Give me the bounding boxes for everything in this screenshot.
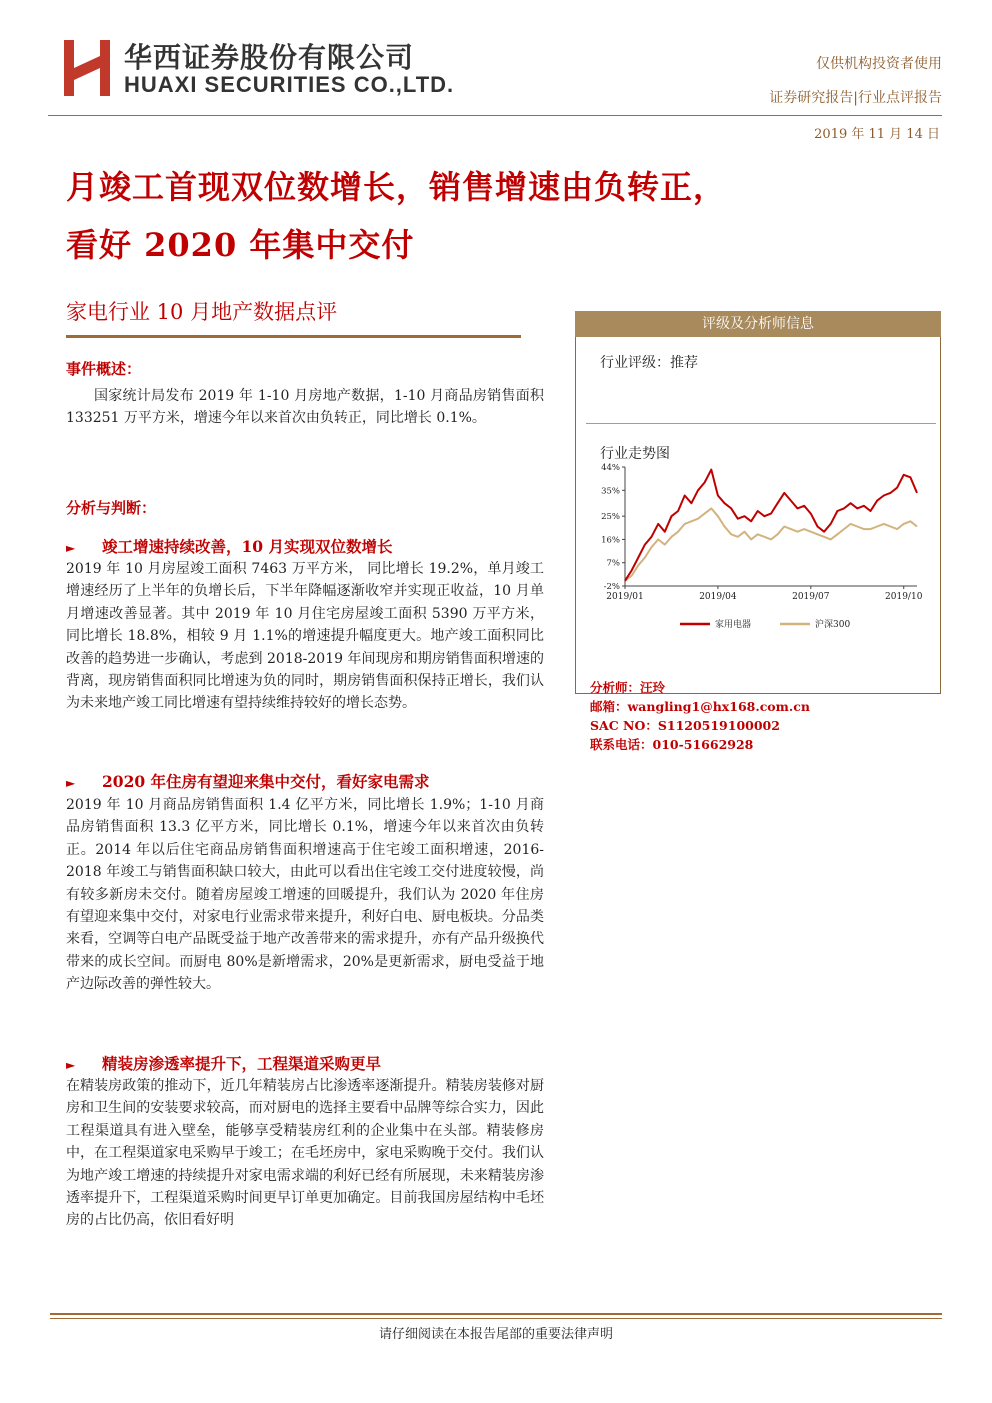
industry-trend-chart bbox=[595, 455, 930, 640]
analysis-heading: 分析与判断： bbox=[66, 499, 157, 517]
analysis-point-3-text: 在精装房政策的推动下，近几年精装房占比渗透率逐渐提升。精装房装修对厨房和卫生间的安装要求较高，而对厨电的选择主要看中品牌等综合实力，因此工程渠道具有进入壁垒，能够享受精装房红利的企业集中在头部。精装修房中，在工程渠道家电采购早于竣工；在毛坯房中，家电采购晚于交付。我们认为地产竣工增速的持续提升对家电需求端的利好已经有所展现，未来精装房渗透率提升下，工程渠道采购时间更早订单更加确定。目前我国房屋结构中毛坯房的占比仍高，依旧看好明 bbox=[66, 1078, 544, 1229]
analyst-phone: 联系电话：010-51662928 bbox=[590, 737, 754, 752]
company-logo-icon bbox=[62, 38, 112, 98]
chart-y-tick-label: 25% bbox=[601, 512, 620, 523]
chart-y-tick-label: 7% bbox=[606, 558, 620, 569]
chart-y-tick-label: 44% bbox=[601, 463, 620, 473]
analyst-email[interactable]: 邮箱：wangling1@hx168.com.cn bbox=[590, 699, 810, 714]
footer-divider-thin bbox=[50, 1318, 942, 1319]
sidebar-header: 评级及分析师信息 bbox=[575, 311, 941, 337]
chart-y-tick-label: -2% bbox=[603, 582, 620, 592]
company-name-cn: 华西证券股份有限公司 bbox=[124, 41, 415, 74]
report-type: 证券研究报告|行业点评报告 bbox=[769, 90, 942, 106]
report-date: 2019 年 11 月 14 日 bbox=[814, 127, 940, 142]
report-title-line1: 月竣工首现双位数增长，销售增速由负转正， bbox=[66, 168, 727, 206]
analysis-point-2-text: 2019 年 10 月商品房销售面积 1.4 亿平方米，同比增长 1.9%；1-10 月商品房销售面积 13.3 亿平方米，同比增长 0.1%，增速今年以来首次由负转正。2014 年以后住宅商品房销售面积增速高于住宅竣工面积增速，2016-2018 年竣工与销售面积缺口较大，由此可以看出住宅竣工交付进度较慢，尚有较多新房未交付。随着房屋竣工增速的回暖提升，我们认为 2020 年住房有望迎来集中交付，对家电行业需求带来提升，利好白电、厨电板块。分品类来看，空调等白电产品既受益于地产改善带来的需求提升，亦有产品升级换代带来的成长空间。而厨电 80%是新增需求，20%是更新需求，厨电受益于地产边际改善的弹性较大。 bbox=[66, 797, 544, 993]
industry-rating: 行业评级：推荐 bbox=[600, 355, 698, 371]
investor-note: 仅供机构投资者使用 bbox=[816, 56, 942, 72]
chart-y-tick-label: 35% bbox=[601, 486, 620, 497]
analysis-point-1-text: 2019 年 10 月房屋竣工面积 7463 万平方米， 同比增长 19.2%，单月竣工增速经历了上半年的负增长后，下半年降幅逐渐收窄并实现正收益，10 月单月增速改善显著。其中 2019 年 10 月住宅房屋竣工面积 5390 万平方米，同比增长 18.8%，相较 9 月 1.1%的增速提升幅度更大。地产竣工面积同比改善的趋势进一步确认，考虑到 2018-2019 年间现房和期房销售面积增速的背离，现房销售面积同比增速为负的同时，期房销售面积保持正增长，我们认为未来地产竣工同比增速有望持续维持较好的增长态势。 bbox=[66, 561, 544, 712]
bullet-arrow-icon: ► bbox=[66, 776, 76, 790]
trend-chart-label: 行业走势图 bbox=[600, 446, 670, 462]
chart-x-tick-label: 2019/07 bbox=[792, 592, 830, 602]
analysis-point-1-title: ► 竣工增速持续改善，10 月实现双位数增长 bbox=[66, 537, 393, 556]
event-heading: 事件概述： bbox=[66, 360, 142, 378]
chart-legend-label: 沪深300 bbox=[815, 620, 851, 630]
event-text: 国家统计局发布 2019 年 1-10 月房地产数据，1-10 月商品房销售面积 133251 万平方米，增速今年以来首次由负转正，同比增长 0.1%。 bbox=[66, 388, 544, 427]
company-name-en: HUAXI SECURITIES CO.,LTD. bbox=[124, 72, 455, 97]
legal-disclaimer-note: 请仔细阅读在本报告尾部的重要法律声明 bbox=[378, 1327, 613, 1342]
report-title-line2: 看好 2020 年集中交付 bbox=[66, 226, 415, 264]
chart-legend-label: 家用电器 bbox=[715, 620, 752, 630]
analysis-point-2-title: ► 2020 年住房有望迎来集中交付，看好家电需求 bbox=[66, 772, 430, 791]
chart-y-tick-label: 16% bbox=[601, 535, 620, 546]
chart-x-tick-label: 2019/04 bbox=[699, 592, 737, 602]
footer-divider bbox=[50, 1313, 942, 1315]
chart-series-line bbox=[625, 508, 917, 580]
sidebar-divider bbox=[586, 423, 936, 424]
chart-x-tick-label: 2019/10 bbox=[885, 592, 923, 602]
analyst-sac: SAC NO：S1120519100002 bbox=[590, 718, 780, 733]
report-subtitle: 家电行业 10 月地产数据点评 bbox=[66, 300, 338, 324]
chart-series-line bbox=[625, 470, 917, 581]
chart-x-tick-label: 2019/01 bbox=[606, 592, 644, 602]
subtitle-underline bbox=[66, 335, 521, 338]
header-divider bbox=[48, 115, 942, 116]
bullet-arrow-icon: ► bbox=[66, 541, 76, 555]
analysis-point-3-title: ► 精装房渗透率提升下，工程渠道采购更早 bbox=[66, 1054, 382, 1073]
analyst-name: 分析师：汪玲 bbox=[590, 680, 666, 695]
bullet-arrow-icon: ► bbox=[66, 1058, 76, 1072]
